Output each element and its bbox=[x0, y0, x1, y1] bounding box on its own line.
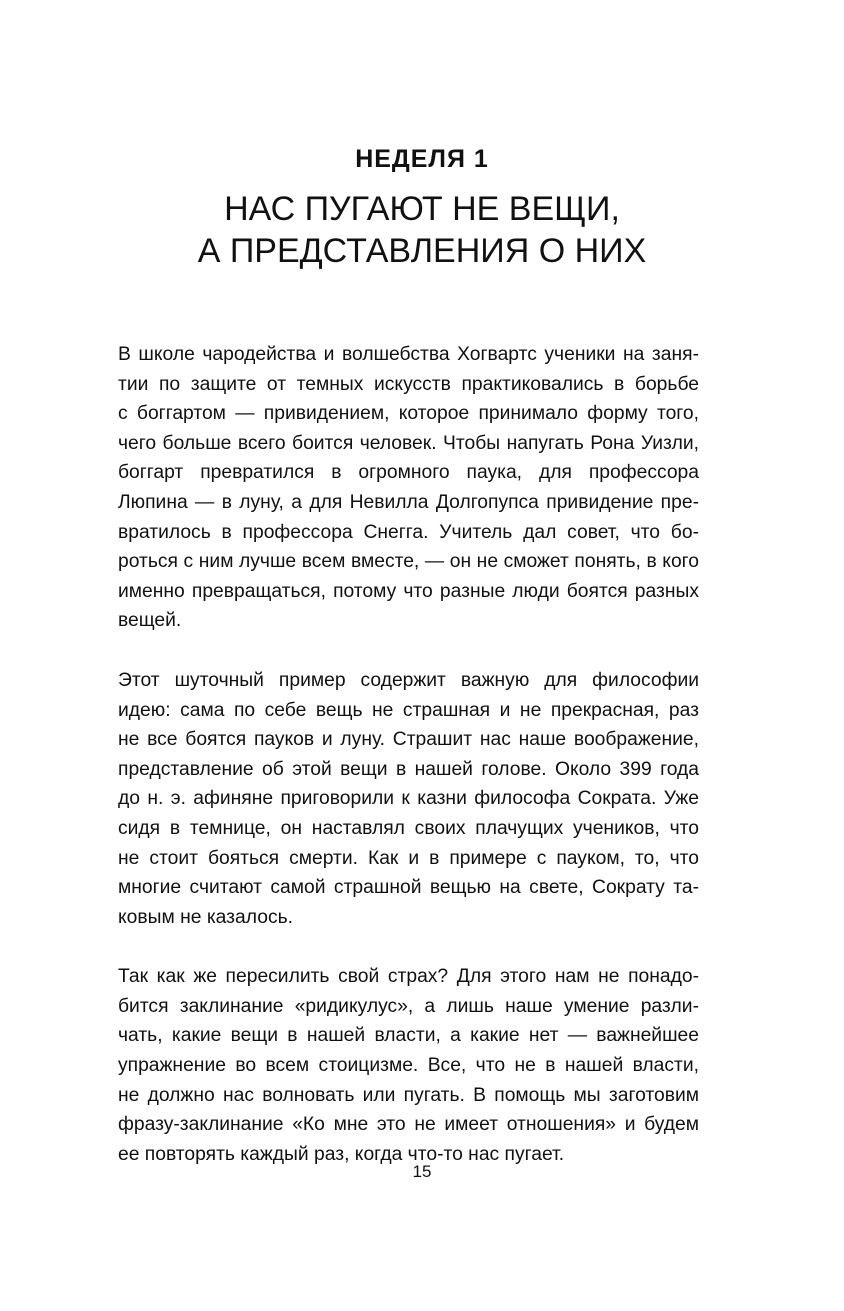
text-line: роться с ним лучше всем вместе, — он не сможет понять, в кого bbox=[118, 551, 699, 573]
text-line: В школе чародейства и волшебства Хогвартс ученики на заня- bbox=[118, 344, 699, 365]
text-line: представление об этой вещи в нашей голове. Около 399 года bbox=[118, 758, 699, 780]
text-line: чего больше всего боится человек. Чтобы напугать Рона Уизли, bbox=[118, 432, 699, 454]
text-line: с боггартом — привидением, которое принимало форму того, bbox=[118, 403, 699, 425]
chapter-title-line: НАС ПУГАЮТ НЕ ВЕЩИ, bbox=[224, 190, 620, 228]
text-line: до н. э. афиняне приговорили к казни философа Сократа. Уже bbox=[118, 788, 699, 810]
text-line: ковым не казалось. bbox=[118, 906, 293, 928]
paragraph-fear bbox=[118, 962, 699, 1169]
text-line: Люпина — в луну, а для Невилла Долгопупса привидение пре- bbox=[118, 491, 699, 513]
text-line: ее повторять каждый раз, когда что-то нас пугает. bbox=[118, 1143, 565, 1165]
paragraph-socrates bbox=[118, 666, 699, 932]
text-line: Этот шуточный пример содержит важную для философии bbox=[118, 669, 699, 691]
text-line: тии по защите от темных искусств практиковались в борьбе bbox=[118, 373, 699, 395]
paragraph-boggart bbox=[118, 340, 699, 636]
text-line: бится заклинание «ридикулус», а лишь наше умение разли- bbox=[118, 995, 699, 1017]
text-line: вратилось в профессора Снегга. Учитель дал совет, что бо- bbox=[118, 521, 699, 543]
page-number: 15 bbox=[412, 1162, 432, 1181]
text-line: вещей. bbox=[118, 610, 182, 632]
text-line: фразу-заклинание «Ко мне это не имеет отношения» и будем bbox=[118, 1114, 699, 1136]
text-line: не стоит бояться смерти. Как и в примере с пауком, то, что bbox=[118, 847, 699, 869]
week-label: НЕДЕЛЯ 1 bbox=[355, 145, 489, 173]
body-text bbox=[118, 340, 699, 1199]
chapter-title bbox=[0, 188, 844, 272]
text-line: Так как же пересилить свой страх? Для этого нам не понадо- bbox=[118, 966, 699, 988]
text-line: многие считают самой страшной вещью на свете, Сократу та- bbox=[118, 877, 699, 899]
text-line: чать, какие вещи в нашей власти, а какие нет — важнейшее bbox=[118, 1025, 699, 1047]
chapter-title-line: А ПРЕДСТАВЛЕНИЯ О НИХ bbox=[197, 232, 647, 270]
text-line: идею: сама по себе вещь не страшная и не прекрасная, раз bbox=[118, 699, 699, 721]
text-line: боггарт превратился в огромного паука, для профессора bbox=[118, 462, 699, 484]
text-line: упражнение во всем стоицизме. Все, что не в нашей власти, bbox=[118, 1055, 699, 1077]
text-line: не должно нас волновать или пугать. В помощь мы заготовим bbox=[118, 1084, 699, 1106]
text-line: не все боятся пауков и луну. Страшит нас наше воображение, bbox=[118, 729, 699, 751]
text-line: сидя в темнице, он наставлял своих плачущих учеников, что bbox=[118, 817, 699, 839]
text-line: именно превращаться, потому что разные люди боятся разных bbox=[118, 580, 699, 602]
